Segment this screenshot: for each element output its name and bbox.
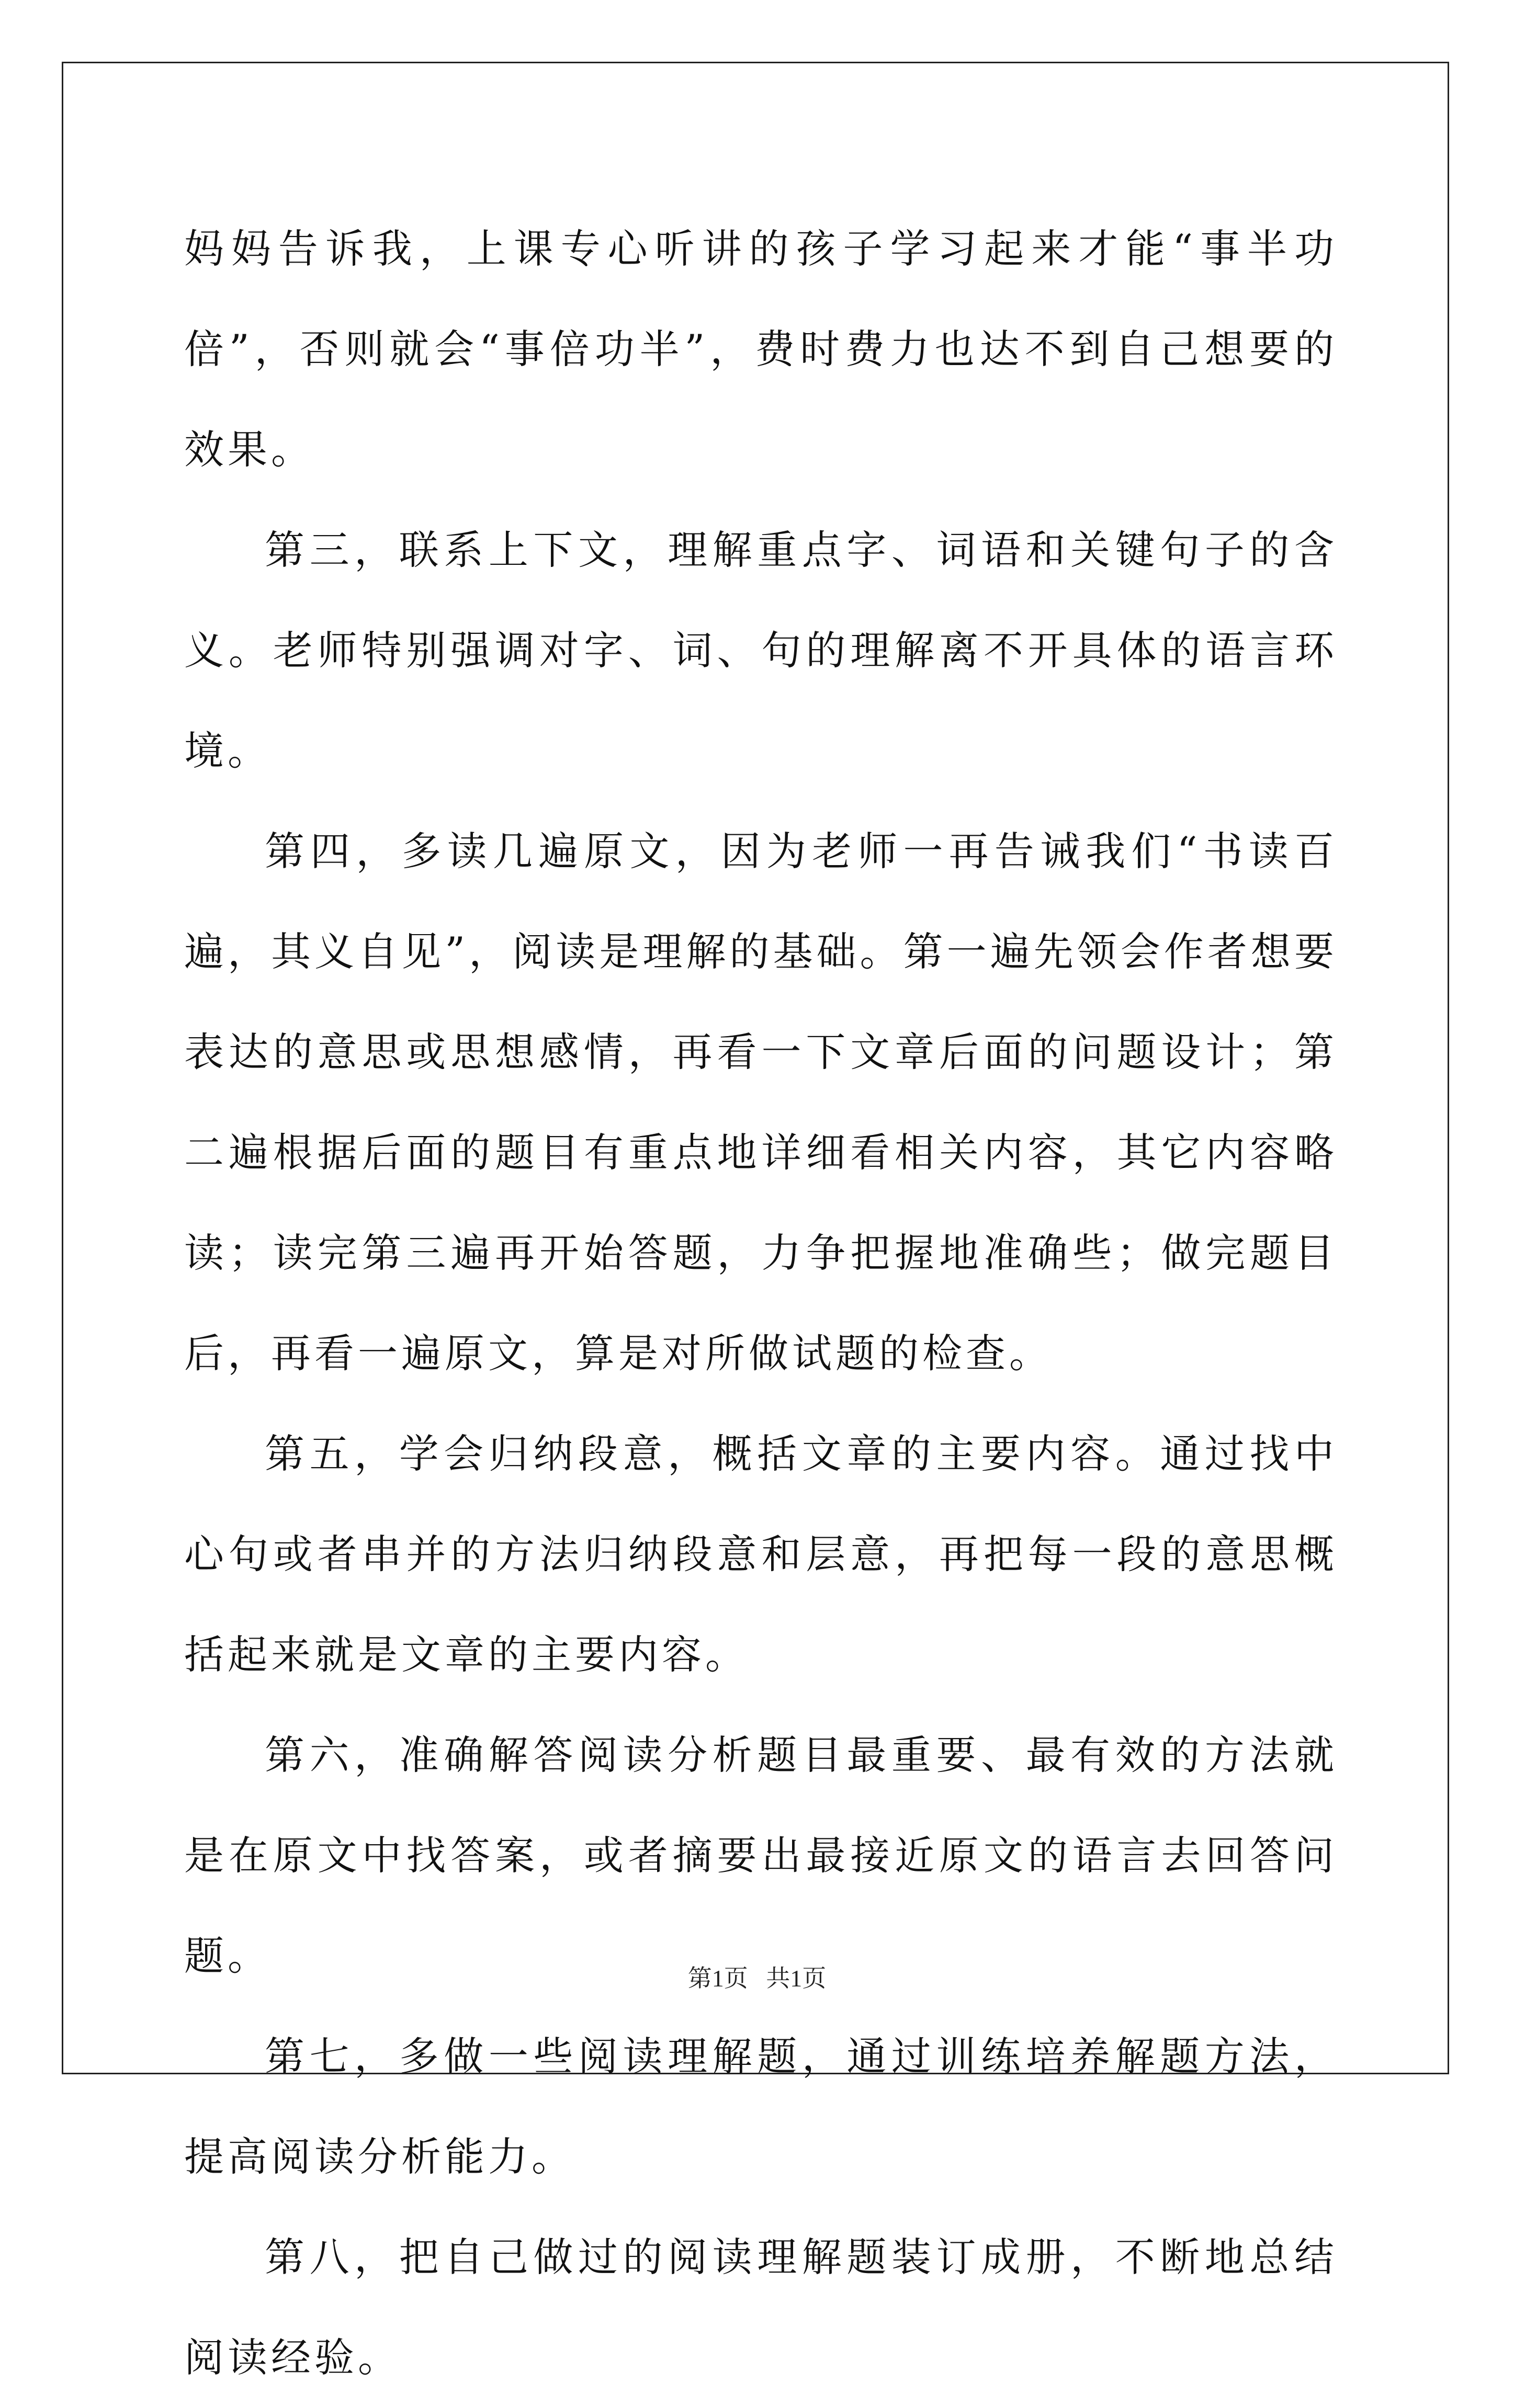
- paragraph: 第八，把自己做过的阅读理解题装订成册，不断地总结阅读经验。: [184, 2234, 1338, 2381]
- paragraph: 妈妈告诉我，上课专心听讲的孩子学习起来才能“事半功倍”，否则就会“事倍功半”，费时费力也达不到自己想要的效果。: [184, 225, 1338, 473]
- paragraph: 第三，联系上下文，理解重点字、词语和关键句子的含义。老师特别强调对字、词、句的理解离不开具体的语言环境。: [184, 527, 1338, 774]
- paragraph: 第七，多做一些阅读理解题，通过训练培养解题方法，提高阅读分析能力。: [184, 2033, 1338, 2180]
- paragraph: 第六，准确解答阅读分析题目最重要、最有效的方法就是在原文中找答案，或者摘要出最接近原文的语言去回答问题。: [184, 1732, 1338, 1979]
- paragraph: 第四，多读几遍原文，因为老师一再告诫我们“书读百遍，其义自见”，阅读是理解的基础。第一遍先领会作者想要表达的意思或思想感情，再看一下文章后面的问题设计；第二遍根据后面的题目有重点地详细看相关内容，其它内容略读；读完第三遍再开始答题，力争把握地准确些；做完题目后，再看一遍原文，算是对所做试题的检查。: [184, 828, 1338, 1377]
- paragraph: 第五，学会归纳段意，概括文章的主要内容。通过找中心句或者串并的方法归纳段意和层意，再把每一段的意思概括起来就是文章的主要内容。: [184, 1430, 1338, 1678]
- document-body: [184, 199, 1338, 2408]
- page-footer: 第1页 共1页: [687, 1965, 827, 1992]
